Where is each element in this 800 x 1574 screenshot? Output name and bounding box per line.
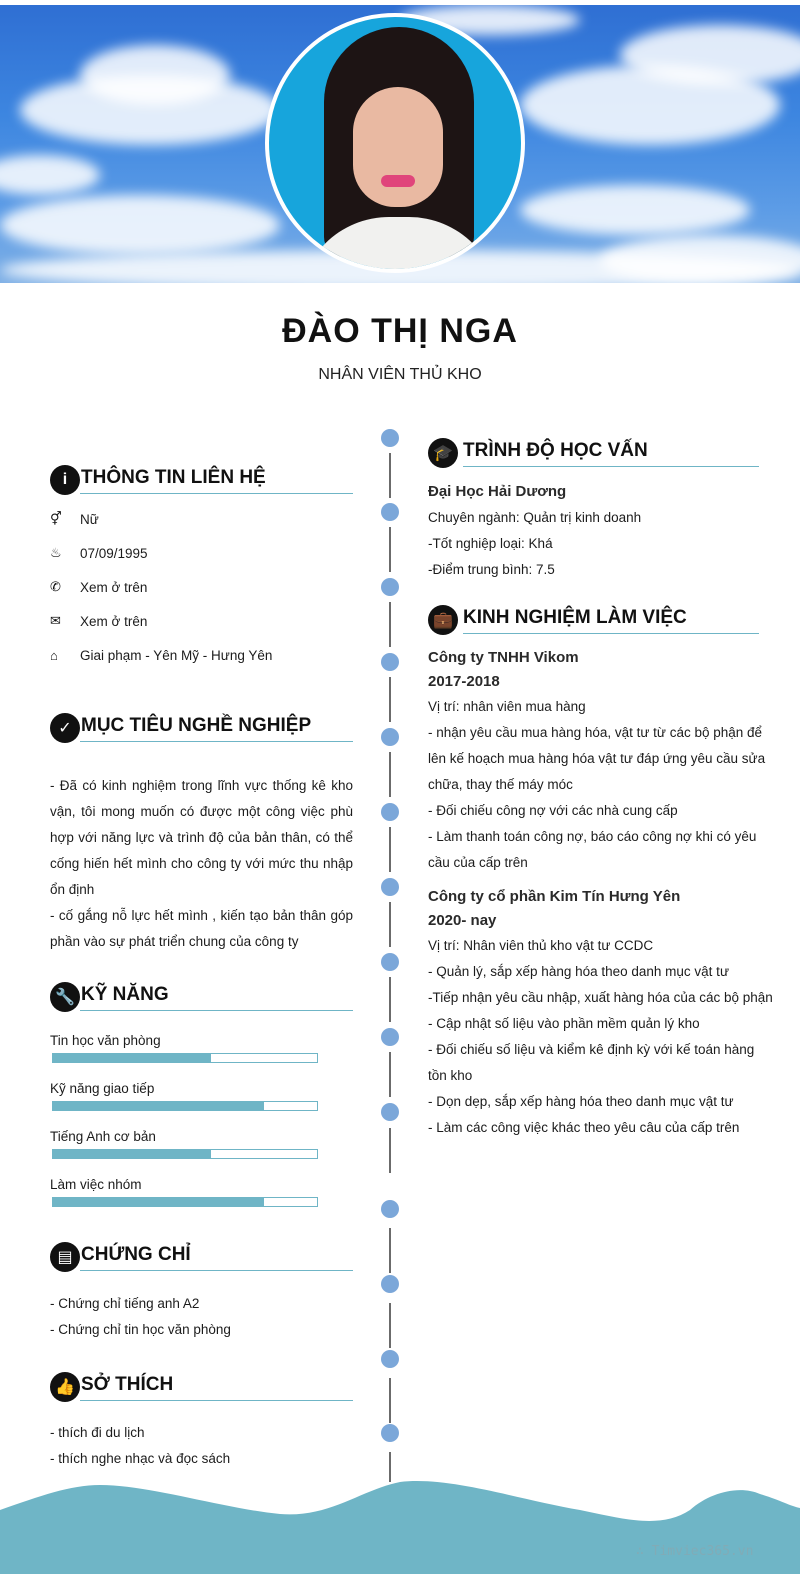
contact-email: ✉ Xem ở trên	[50, 613, 148, 629]
check-circle-icon: ✓	[50, 713, 80, 743]
job-entry: Công ty TNHH Vikom 2017-2018 Vị trí: nhân viên mua hàng - nhận yêu cầu mua hàng hóa, vật tư từ các bộ phận để lên kế hoạch mua hàng hóa vật tư đáp ứng yêu cầu sửa chữa, thay thế máy móc - Đối chiếu công nợ với các nhà cung cấp - Làm thanh toán công nợ, báo cáo công nợ khi có yêu cầu của cấp trên	[428, 646, 773, 876]
birthday-cake-icon: ♨	[50, 545, 62, 560]
contact-birthday: ♨ 07/09/1995	[50, 545, 148, 561]
skill-bar	[52, 1197, 318, 1207]
email-icon: ✉	[50, 613, 61, 628]
contact-phone: ✆ Xem ở trên	[50, 579, 148, 595]
job-title: NHÂN VIÊN THỦ KHO	[318, 366, 482, 383]
phone-icon: ✆	[50, 579, 61, 594]
gender-icon: ⚥	[50, 511, 62, 526]
contact-address: ⌂ Giai phạm - Yên Mỹ - Hưng Yên	[50, 647, 273, 663]
skill-label: Làm việc nhóm	[50, 1177, 142, 1192]
job-period: 2020- nay	[428, 912, 497, 929]
skill-bar	[52, 1101, 318, 1111]
watermark: ∴ Timviec365.vn	[636, 1544, 754, 1559]
briefcase-icon: 💼	[428, 605, 458, 635]
job-entry: Công ty cổ phần Kim Tín Hưng Yên 2020- nay Vị trí: Nhân viên thủ kho vật tư CCDC - Quản lý, sắp xếp hàng hóa theo danh mục vật tư -Tiếp nhận yêu cầu nhập, xuất hàng hóa của các bộ phận - Cập nhật số liệu vào phần mềm quản lý kho - Đối chiếu số liệu và kiểm kê định kỳ với kế toán hàng tồn kho - Dọn dẹp, sắp xếp hàng hóa theo danh mục vật tư - Làm các công việc khác theo yêu câu của cấp trên	[428, 885, 773, 1141]
profile-photo	[265, 13, 525, 273]
candidate-name: ĐÀO THỊ NGA	[282, 312, 518, 350]
footer-wave	[0, 1480, 800, 1574]
skill-bar	[52, 1053, 318, 1063]
home-icon: ⌂	[50, 647, 58, 663]
certificate-list: - Chứng chỉ tiếng anh A2 - Chứng chỉ tin học văn phòng	[50, 1296, 231, 1337]
certificate-icon: ▤	[50, 1242, 80, 1272]
thumbs-up-icon: 👍	[50, 1372, 80, 1402]
graduation-cap-icon: 🎓	[428, 438, 458, 468]
job-period: 2017-2018	[428, 673, 500, 690]
company-name: Công ty TNHH Vikom	[428, 649, 579, 666]
objective-text: - Đã có kinh nghiệm trong lĩnh vực thống kê kho vận, tôi mong muốn có được một công việc phù hợp với năng lực và trình độ của bản thân, có thể cống hiến hết mình cho công ty với mức thu nhập ổn định - cố gắng nỗ lực hết mình , kiến tạo bản thân góp phần vào sự phát triển chung của công ty	[50, 778, 353, 949]
skill-bar	[52, 1149, 318, 1159]
company-name: Công ty cổ phần Kim Tín Hưng Yên	[428, 888, 681, 905]
education-details: Đại Học Hải Dương Chuyên ngành: Quản trị kinh doanh -Tốt nghiệp loại: Khá -Điểm trung bình: 7.5	[428, 479, 773, 583]
wrench-icon: 🔧	[50, 982, 80, 1012]
skill-label: Tin học văn phòng	[50, 1033, 161, 1048]
hobby-list: - thích đi du lịch - thích nghe nhạc và đọc sách	[50, 1425, 231, 1466]
contact-gender: ⚥ Nữ	[50, 511, 99, 527]
school-name: Đại Học Hải Dương	[428, 483, 567, 500]
skill-label: Kỹ năng giao tiếp	[50, 1081, 155, 1096]
info-icon: i	[50, 465, 80, 495]
skill-label: Tiếng Anh cơ bản	[50, 1129, 156, 1144]
